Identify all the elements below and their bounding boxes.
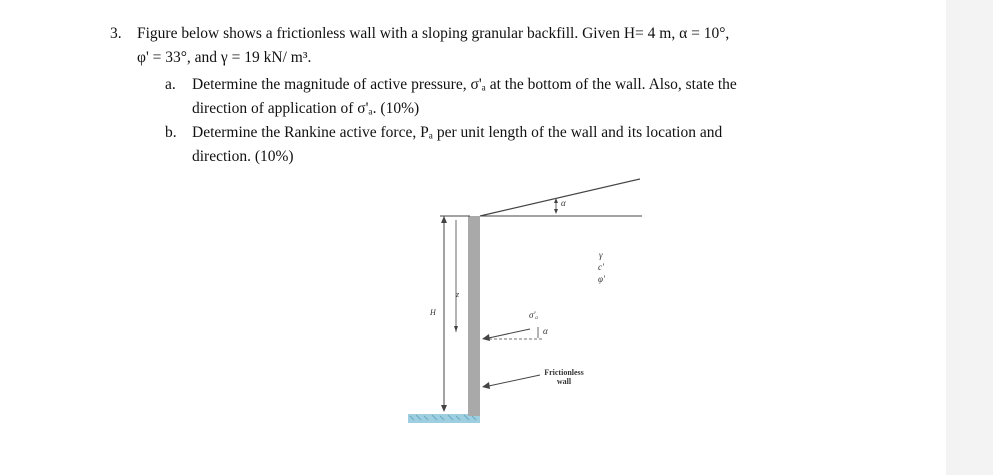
bottom-pressure-arrow-line bbox=[484, 375, 540, 387]
sigma-arrow-line bbox=[484, 329, 530, 339]
part-a-text-line2: direction of application of σ'ₐ. (10%) bbox=[192, 100, 420, 117]
alpha-bottom-label: α bbox=[543, 326, 548, 336]
sigma-arrowhead bbox=[482, 334, 490, 341]
retaining-wall-figure bbox=[400, 172, 650, 432]
part-b-label: b. bbox=[165, 124, 177, 141]
part-a-label: a. bbox=[165, 76, 176, 93]
part-b-text-line1: Determine the Rankine active force, Pₐ per unit length of the wall and its location and bbox=[192, 124, 723, 141]
H-label: H bbox=[430, 308, 436, 317]
right-side-panel bbox=[946, 0, 993, 475]
bottom-pressure-arrowhead bbox=[482, 382, 490, 389]
alpha-top-arrow-down bbox=[554, 209, 558, 214]
alpha-top-label: α bbox=[561, 198, 566, 208]
wall-diagram-svg bbox=[400, 172, 650, 432]
question-number: 3. bbox=[110, 25, 122, 42]
part-a-text-line1: Determine the magnitude of active pressure, σ'ₐ at the bottom of the wall. Also, state the bbox=[192, 76, 737, 93]
z-label: z bbox=[456, 290, 460, 299]
c-prime-label: c' bbox=[598, 262, 604, 272]
frictionless-wall-note bbox=[536, 368, 592, 386]
gamma-label: γ bbox=[599, 250, 603, 260]
H-bottom-arrow bbox=[441, 405, 447, 412]
frictionless-wall-note-line1: Frictionless bbox=[544, 368, 584, 377]
part-b-text-line2: direction. (10%) bbox=[192, 148, 294, 165]
z-arrow bbox=[454, 326, 458, 332]
question-text-line1: Figure below shows a frictionless wall with a sloping granular backfill. Given H= 4 m, α = 10°, bbox=[137, 25, 730, 42]
phi-prime-label: φ' bbox=[598, 274, 605, 284]
wall bbox=[468, 216, 480, 416]
question-text-line2: φ' = 33°, and γ = 19 kN/ m³. bbox=[137, 49, 312, 66]
sigma-a-label: σ'ₐ bbox=[529, 310, 538, 320]
H-top-arrow bbox=[441, 216, 447, 223]
backfill-slope-line bbox=[480, 179, 640, 216]
frictionless-wall-note-line2: wall bbox=[556, 377, 572, 386]
